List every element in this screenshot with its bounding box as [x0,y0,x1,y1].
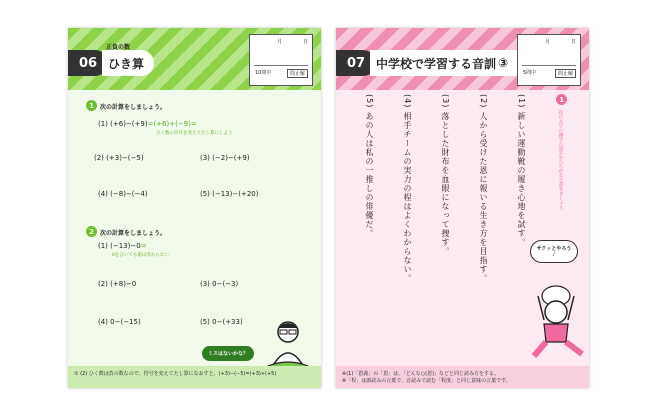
lesson-title-bar [370,50,526,76]
right-header [336,28,589,90]
lesson-title: ひき算 [108,56,145,71]
hint-2: 0をひいても値は変わらない [112,253,169,258]
day-label: 日 [570,39,576,45]
question-count: 10問中 [255,70,272,76]
correct-count: 問止解 [287,69,308,78]
score-box [249,34,313,86]
problem-2-4: (4) 0−(−15) [98,318,141,326]
problem-2-1: (1) (−13)−0= [98,242,147,250]
lesson-title-number: ③ [498,56,509,70]
month-label: 月 [544,39,550,45]
right-footer [336,366,589,388]
speech-bubble: ミスはないかな？ [202,346,254,361]
month-label: 月 [276,39,282,45]
sentence-3: (3) 落とした財布を血眼になって捜す。 [441,94,450,256]
problem-1-2: (2) (+3)−(−5) [94,154,144,162]
footer-note-2: ※「程」は訓読みの言葉で、音読みで読む「程度」と同じ意味の言葉です。 [342,378,511,384]
right-page [336,28,589,388]
lesson-subtitle: 正負の数 [106,44,131,51]
left-page [68,28,321,388]
problem-2-5: (5) 0−(+33) [200,318,243,326]
section-2-label: 次の計算をしましょう。 [100,230,167,237]
day-label: 日 [302,39,308,45]
lesson-number: 07 [336,50,376,76]
lesson-title-bar [102,50,154,76]
sentence-1: (1) 新しい運動靴の履き心地を試す。 [517,94,526,247]
lesson-title: 中学校で学習する音訓 [376,56,497,71]
sentence-2: (2) 人から受けた恩に報いる生き方を目指す。 [479,94,488,283]
question-count: 5問中 [523,70,537,76]
problem-1-5: (5) (−13)−(+20) [200,190,259,198]
section-2-number: 2 [86,226,97,237]
instruction-text: 次の太字の漢字の読みをひらがなで書きましょう。 [558,110,563,214]
hint-1: ひく数の符号を変えてたし算にしよう [156,131,233,136]
section-1-label: 次の計算をしましょう。 [100,104,167,111]
sentence-4: (4) 相手チームの実力の程はよくわからない。 [403,94,412,283]
student-illustration [526,276,588,362]
problem-1-4: (4) (−8)−(−4) [98,190,148,198]
sentence-5: (5) あの人は私の一推しの俳優だ。 [365,94,374,238]
left-footer: ① (2) ひく数は負の数なので、符号を変えてたし算になおすと、(+3)−(−5)=(+3)+(+5) [68,366,321,388]
correct-count: 問止解 [555,69,576,78]
section-1-number: 1 [556,94,567,105]
problem-2-3: (3) 0−(−3) [200,280,239,288]
left-header [68,28,321,90]
score-box [517,34,581,86]
problem-1-1: (1) (+6)−(+9)=(+6)+(−9)= [98,120,197,128]
section-1-number: 1 [86,100,97,111]
footer-note-1: ※(1)「恩義」の「恩」は、「どんな○(恩)」などと同じ読み方をする。 [342,371,500,377]
problem-1-3: (3) (−2)−(+9) [200,154,250,162]
problem-2-2: (2) (+8)−0 [98,280,137,288]
speech-bubble: サクッとやろう♪ [530,240,578,263]
lesson-number: 06 [68,50,108,76]
